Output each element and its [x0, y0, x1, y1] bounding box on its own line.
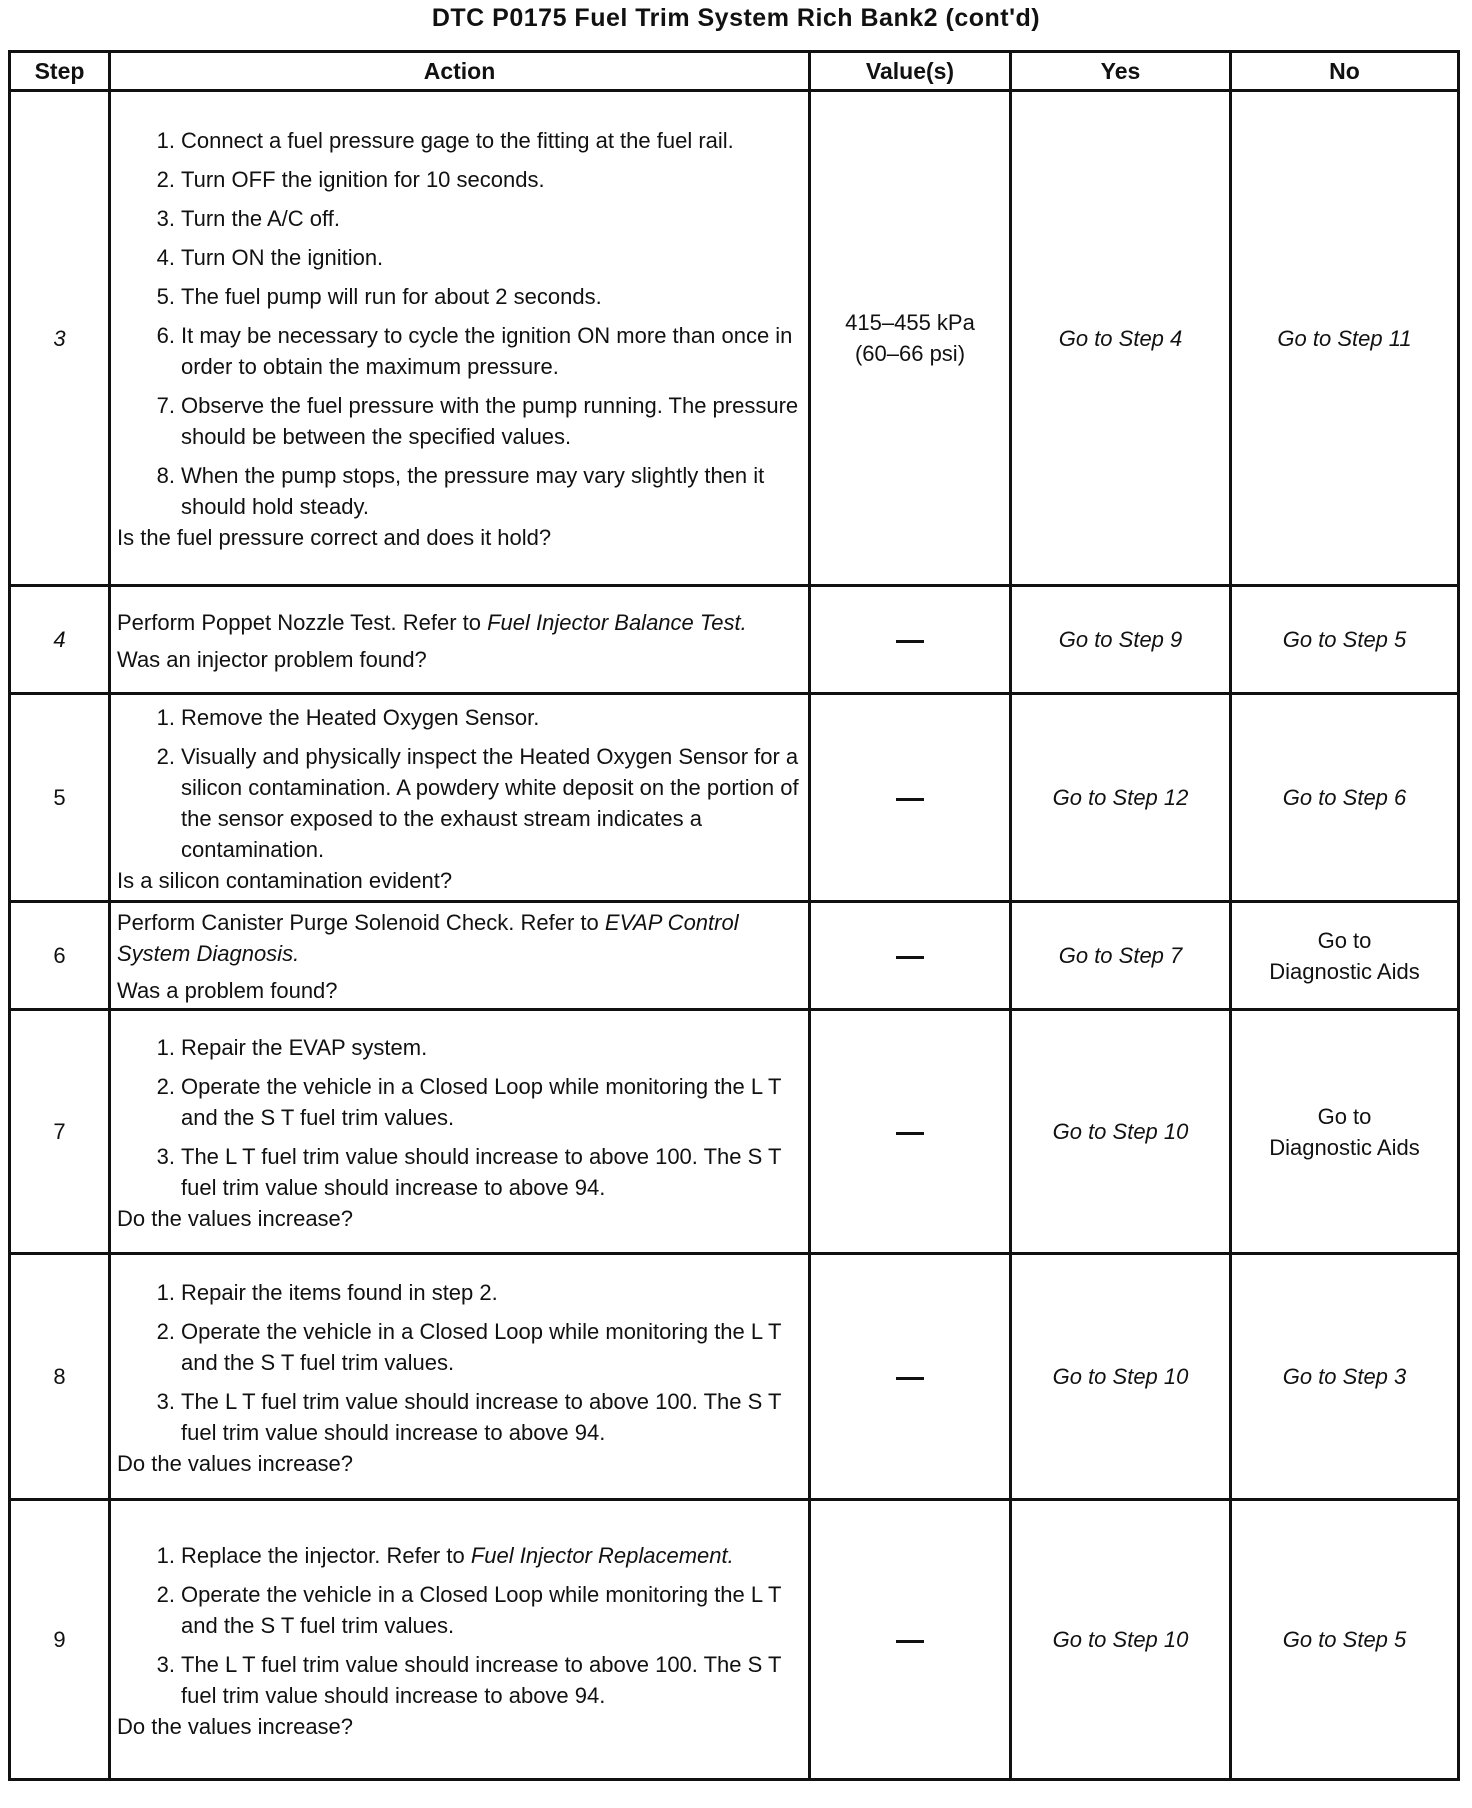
- list-item: 2. Turn OFF the ignition for 10 seconds.: [156, 167, 545, 192]
- list-item: 1. Repair the items found in step 2.: [156, 1279, 498, 1305]
- table-row: [10, 1500, 1459, 1780]
- list-item: 6. It may be necessary to cycle the ignition ON more than once in order to obtain the maximum pressure.: [156, 323, 793, 379]
- value-cell: [810, 694, 1011, 902]
- no-cell: Go to Step 6: [1231, 694, 1459, 902]
- no-cell: Go to Step 11: [1231, 91, 1459, 586]
- list-item: 2. Operate the vehicle in a Closed Loop while monitoring the L T and the S T fuel trim values.: [156, 1318, 782, 1375]
- action-list: [117, 1032, 804, 1203]
- question: Was a problem found?: [117, 978, 338, 1003]
- value-cell: [810, 1010, 1011, 1254]
- yes-cell: Go to Step 10: [1011, 1010, 1231, 1254]
- header-no: No: [1231, 52, 1459, 91]
- list-item: 2. Operate the vehicle in a Closed Loop while monitoring the L T and the S T fuel trim values.: [156, 1073, 782, 1130]
- table-row: [10, 91, 1459, 586]
- list-item: 8. When the pump stops, the pressure may vary slightly then it should hold steady.: [156, 463, 765, 519]
- list-item: 2. Operate the vehicle in a Closed Loop while monitoring the L T and the S T fuel trim values.: [156, 1581, 782, 1638]
- step-number: 3: [10, 91, 110, 586]
- question: Do the values increase?: [117, 1450, 354, 1476]
- question: Was an injector problem found?: [117, 646, 427, 672]
- list-item: 1. Replace the injector. Refer to Fuel Injector Replacement.: [156, 1542, 734, 1568]
- yes-cell: Go to Step 12: [1011, 694, 1231, 902]
- step-number: 5: [10, 694, 110, 902]
- table-row: [10, 694, 1459, 902]
- diagnostic-table: [8, 50, 1460, 1781]
- step-number: 8: [10, 1254, 110, 1500]
- dash-mark: [896, 1377, 924, 1380]
- yes-cell: Go to Step 10: [1011, 1254, 1231, 1500]
- step-number: 7: [10, 1010, 110, 1254]
- yes-cell: Go to Step 4: [1011, 91, 1231, 586]
- header-yes: Yes: [1011, 52, 1231, 91]
- dash-mark: [896, 1640, 924, 1643]
- list-item: 3. Turn the A/C off.: [156, 206, 340, 231]
- dash-mark: [896, 1132, 924, 1135]
- list-item: 1. Repair the EVAP system.: [156, 1034, 428, 1060]
- action-list: [117, 1540, 804, 1711]
- dash-mark: [896, 798, 924, 801]
- list-item: 1. Connect a fuel pressure gage to the fitting at the fuel rail.: [156, 128, 734, 153]
- list-item: 3. The L T fuel trim value should increase to above 100. The S T fuel trim value should increase to above 94.: [156, 1651, 782, 1708]
- table-header-row: [10, 52, 1459, 91]
- table-row: [10, 1010, 1459, 1254]
- header-step: Step: [10, 52, 110, 91]
- page-title: DTC P0175 Fuel Trim System Rich Bank2 (cont'd): [431, 4, 1041, 32]
- list-item: 5. The fuel pump will run for about 2 seconds.: [156, 284, 602, 309]
- dash-mark: [896, 956, 924, 959]
- table-row: [10, 586, 1459, 694]
- yes-cell: Go to Step 10: [1011, 1500, 1231, 1780]
- list-item: 3. The L T fuel trim value should increase to above 100. The S T fuel trim value should increase to above 94.: [156, 1388, 782, 1445]
- list-item: 2. Visually and physically inspect the Heated Oxygen Sensor for a silicon contamination. A powdery white deposit on the portion of the sensor exposed to the exhaust stream indicates a contamination.: [156, 743, 799, 862]
- action-list: [117, 702, 804, 865]
- table-row: [10, 1254, 1459, 1500]
- step-number: 4: [10, 586, 110, 694]
- yes-cell: Go to Step 7: [1011, 902, 1231, 1010]
- action-list: [117, 1277, 804, 1448]
- yes-cell: Go to Step 9: [1011, 586, 1231, 694]
- no-cell: Go to Step 3: [1231, 1254, 1459, 1500]
- value-cell: 415–455 kPa (60–66 psi): [810, 91, 1011, 586]
- list-item: 1. Remove the Heated Oxygen Sensor.: [156, 704, 540, 730]
- action-text: Perform Canister Purge Solenoid Check. Refer to EVAP Control System Diagnosis.: [117, 910, 739, 966]
- no-cell: Go to Step 5: [1231, 1500, 1459, 1780]
- step-number: 6: [10, 902, 110, 1010]
- question: Is a silicon contamination evident?: [117, 867, 453, 893]
- no-cell: Go to Step 5: [1231, 586, 1459, 694]
- no-cell: Go to Diagnostic Aids: [1231, 902, 1459, 1010]
- value-cell: [810, 902, 1011, 1010]
- question: Do the values increase?: [117, 1713, 354, 1739]
- step-number: 9: [10, 1500, 110, 1780]
- list-item: 7. Observe the fuel pressure with the pump running. The pressure should be between the specified values.: [156, 393, 799, 449]
- question: Is the fuel pressure correct and does it hold?: [117, 525, 552, 550]
- value-cell: [810, 1500, 1011, 1780]
- list-item: 3. The L T fuel trim value should increase to above 100. The S T fuel trim value should increase to above 94.: [156, 1143, 782, 1200]
- value-cell: [810, 1254, 1011, 1500]
- header-value: Value(s): [810, 52, 1011, 91]
- action-text: Perform Poppet Nozzle Test. Refer to Fuel Injector Balance Test.: [117, 609, 747, 635]
- value-cell: [810, 586, 1011, 694]
- header-action: Action: [110, 52, 810, 91]
- no-cell: Go to Diagnostic Aids: [1231, 1010, 1459, 1254]
- action-list: [117, 125, 804, 522]
- question: Do the values increase?: [117, 1205, 354, 1231]
- table-row: [10, 902, 1459, 1010]
- dash-mark: [896, 640, 924, 643]
- list-item: 4. Turn ON the ignition.: [156, 245, 384, 270]
